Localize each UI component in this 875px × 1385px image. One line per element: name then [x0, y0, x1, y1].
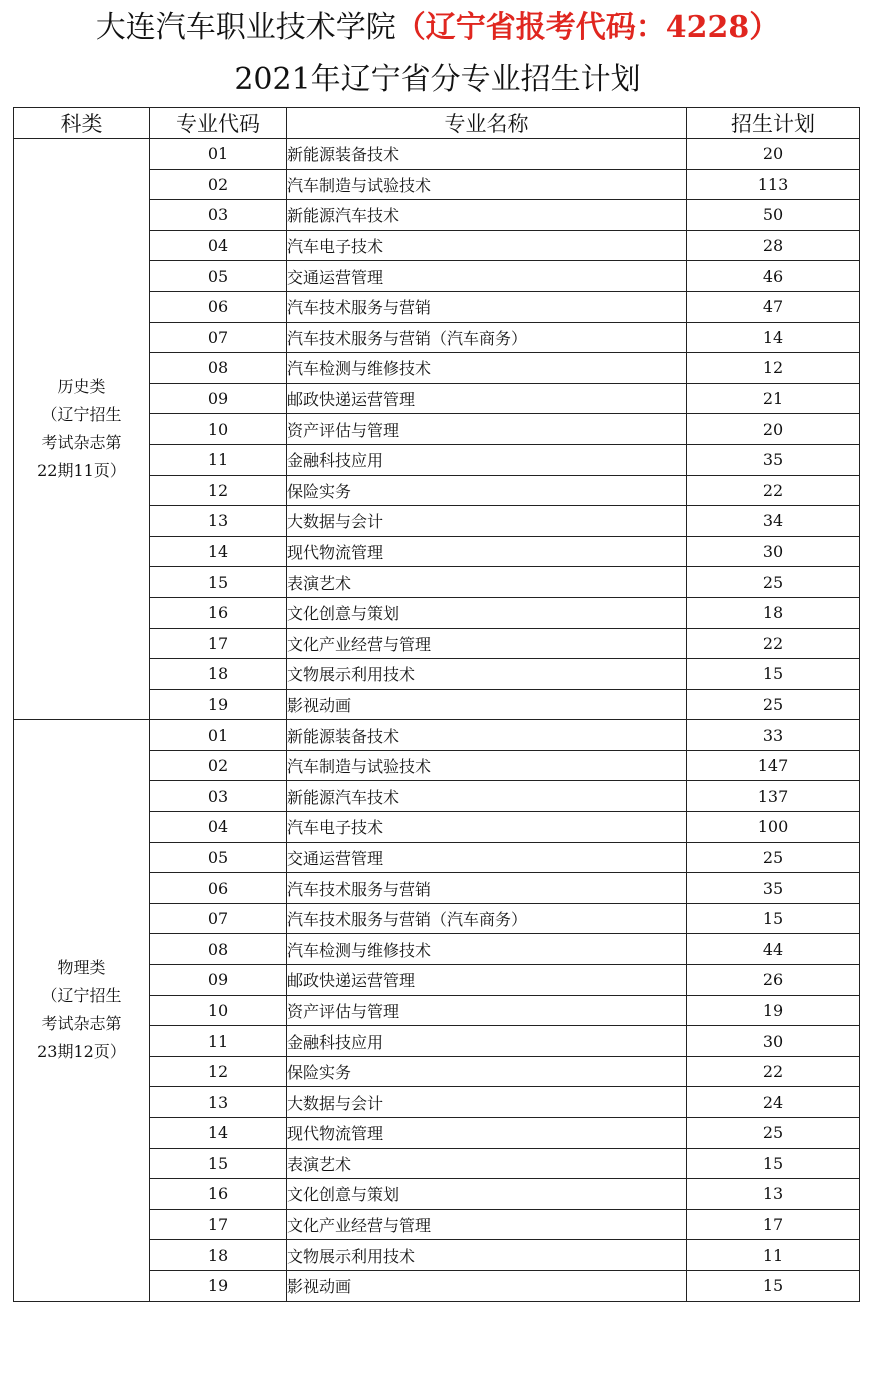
major-name-cell: 现代物流管理: [287, 1118, 687, 1149]
major-code-cell: 08: [150, 934, 287, 965]
plan-count-cell: 22: [687, 475, 860, 506]
plan-count-cell: 34: [687, 506, 860, 537]
plan-count-cell: 15: [687, 1270, 860, 1301]
major-code-cell: 01: [150, 720, 287, 751]
major-code-cell: 15: [150, 567, 287, 598]
plan-count-cell: 47: [687, 291, 860, 322]
major-name-cell: 表演艺术: [287, 1148, 687, 1179]
major-code-cell: 09: [150, 965, 287, 996]
major-name-cell: 汽车检测与维修技术: [287, 353, 687, 384]
major-name-cell: 新能源汽车技术: [287, 781, 687, 812]
table-row: [14, 139, 860, 170]
major-code-cell: 07: [150, 903, 287, 934]
major-name-cell: 现代物流管理: [287, 536, 687, 567]
major-code-cell: 06: [150, 873, 287, 904]
category-cell: [14, 139, 150, 720]
page-subtitle: 2021年辽宁省分专业招生计划: [234, 62, 641, 97]
plan-count-cell: 11: [687, 1240, 860, 1271]
plan-count-cell: 20: [687, 139, 860, 170]
category-cell: [14, 720, 150, 1301]
major-name-cell: 保险实务: [287, 1056, 687, 1087]
plan-count-cell: 14: [687, 322, 860, 353]
major-code-cell: 19: [150, 1270, 287, 1301]
major-code-cell: 13: [150, 1087, 287, 1118]
column-header-major: 专业名称: [287, 108, 687, 139]
plan-count-cell: 22: [687, 1056, 860, 1087]
plan-count-cell: 20: [687, 414, 860, 445]
major-code-cell: 11: [150, 444, 287, 475]
major-code-cell: 14: [150, 1118, 287, 1149]
category-label-line: 22期11页）: [37, 461, 126, 481]
major-name-cell: 汽车制造与试验技术: [287, 750, 687, 781]
major-code-cell: 12: [150, 1056, 287, 1087]
major-name-cell: 汽车检测与维修技术: [287, 934, 687, 965]
plan-count-cell: 21: [687, 383, 860, 414]
plan-count-cell: 12: [687, 353, 860, 384]
major-code-cell: 08: [150, 353, 287, 384]
category-label-line: 历史类: [57, 377, 106, 397]
major-code-cell: 18: [150, 1240, 287, 1271]
major-name-cell: 文物展示利用技术: [287, 659, 687, 690]
major-code-cell: 10: [150, 995, 287, 1026]
major-name-cell: 新能源装备技术: [287, 720, 687, 751]
plan-count-cell: 113: [687, 169, 860, 200]
plan-count-cell: 30: [687, 536, 860, 567]
category-label-line: （辽宁招生: [41, 986, 122, 1006]
major-name-cell: 文化创意与策划: [287, 1179, 687, 1210]
major-code-cell: 07: [150, 322, 287, 353]
college-name: 大连汽车职业技术学院: [95, 10, 396, 45]
major-code-cell: 15: [150, 1148, 287, 1179]
plan-count-cell: 25: [687, 842, 860, 873]
category-label-line: 考试杂志第: [41, 433, 122, 453]
page-title: [0, 4, 875, 52]
major-code-cell: 06: [150, 291, 287, 322]
major-name-cell: 汽车技术服务与营销: [287, 873, 687, 904]
major-name-cell: 新能源汽车技术: [287, 200, 687, 231]
plan-count-cell: 15: [687, 659, 860, 690]
major-code-cell: 02: [150, 169, 287, 200]
category-label-line: 物理类: [57, 958, 106, 978]
major-name-cell: 文物展示利用技术: [287, 1240, 687, 1271]
plan-count-cell: 30: [687, 1026, 860, 1057]
plan-count-cell: 147: [687, 750, 860, 781]
category-label-line: （辽宁招生: [41, 405, 122, 425]
major-code-cell: 17: [150, 628, 287, 659]
major-code-cell: 10: [150, 414, 287, 445]
category-label-line: 考试杂志第: [41, 1014, 122, 1034]
exam-code-highlight: （辽宁省报考代码：4228）: [395, 10, 780, 45]
plan-count-cell: 13: [687, 1179, 860, 1210]
column-header-code: 专业代码: [150, 108, 287, 139]
plan-count-cell: 50: [687, 200, 860, 231]
column-header-plan: 招生计划: [687, 108, 860, 139]
major-code-cell: 01: [150, 139, 287, 170]
major-name-cell: 文化产业经营与管理: [287, 1209, 687, 1240]
plan-count-cell: 25: [687, 689, 860, 720]
major-name-cell: 保险实务: [287, 475, 687, 506]
plan-count-cell: 15: [687, 903, 860, 934]
plan-count-cell: 35: [687, 444, 860, 475]
plan-count-cell: 26: [687, 965, 860, 996]
major-name-cell: 金融科技应用: [287, 1026, 687, 1057]
major-code-cell: 13: [150, 506, 287, 537]
major-name-cell: 资产评估与管理: [287, 414, 687, 445]
plan-count-cell: 46: [687, 261, 860, 292]
column-header-category: 科类: [14, 108, 150, 139]
table-row: [14, 720, 860, 751]
major-name-cell: 金融科技应用: [287, 444, 687, 475]
major-name-cell: 交通运营管理: [287, 842, 687, 873]
major-code-cell: 03: [150, 200, 287, 231]
major-code-cell: 03: [150, 781, 287, 812]
plan-count-cell: 33: [687, 720, 860, 751]
major-code-cell: 05: [150, 842, 287, 873]
major-name-cell: 文化创意与策划: [287, 597, 687, 628]
major-name-cell: 影视动画: [287, 689, 687, 720]
major-name-cell: 汽车技术服务与营销: [287, 291, 687, 322]
plan-count-cell: 15: [687, 1148, 860, 1179]
major-name-cell: 交通运营管理: [287, 261, 687, 292]
major-code-cell: 17: [150, 1209, 287, 1240]
major-code-cell: 12: [150, 475, 287, 506]
plan-count-cell: 17: [687, 1209, 860, 1240]
enrollment-plan-table: [13, 107, 860, 1302]
major-name-cell: 大数据与会计: [287, 1087, 687, 1118]
major-code-cell: 19: [150, 689, 287, 720]
plan-count-cell: 35: [687, 873, 860, 904]
plan-count-cell: 44: [687, 934, 860, 965]
major-code-cell: 14: [150, 536, 287, 567]
major-name-cell: 资产评估与管理: [287, 995, 687, 1026]
plan-count-cell: 137: [687, 781, 860, 812]
major-code-cell: 18: [150, 659, 287, 690]
major-name-cell: 影视动画: [287, 1270, 687, 1301]
major-name-cell: 邮政快递运营管理: [287, 383, 687, 414]
major-code-cell: 16: [150, 1179, 287, 1210]
plan-count-cell: 100: [687, 812, 860, 843]
major-name-cell: 汽车制造与试验技术: [287, 169, 687, 200]
major-name-cell: 汽车技术服务与营销（汽车商务）: [287, 903, 687, 934]
major-code-cell: 09: [150, 383, 287, 414]
major-name-cell: 大数据与会计: [287, 506, 687, 537]
plan-count-cell: 25: [687, 567, 860, 598]
plan-count-cell: 22: [687, 628, 860, 659]
table-header-row: [14, 108, 860, 139]
plan-count-cell: 19: [687, 995, 860, 1026]
major-name-cell: 文化产业经营与管理: [287, 628, 687, 659]
major-code-cell: 11: [150, 1026, 287, 1057]
major-code-cell: 02: [150, 750, 287, 781]
major-name-cell: 汽车电子技术: [287, 230, 687, 261]
plan-count-cell: 25: [687, 1118, 860, 1149]
major-code-cell: 04: [150, 230, 287, 261]
major-name-cell: 表演艺术: [287, 567, 687, 598]
major-name-cell: 汽车电子技术: [287, 812, 687, 843]
major-name-cell: 新能源装备技术: [287, 139, 687, 170]
plan-count-cell: 24: [687, 1087, 860, 1118]
major-name-cell: 邮政快递运营管理: [287, 965, 687, 996]
major-name-cell: 汽车技术服务与营销（汽车商务）: [287, 322, 687, 353]
plan-count-cell: 28: [687, 230, 860, 261]
plan-count-cell: 18: [687, 597, 860, 628]
major-code-cell: 04: [150, 812, 287, 843]
table-body: [14, 139, 860, 1302]
category-label-line: 23期12页）: [37, 1042, 126, 1062]
major-code-cell: 05: [150, 261, 287, 292]
major-code-cell: 16: [150, 597, 287, 628]
